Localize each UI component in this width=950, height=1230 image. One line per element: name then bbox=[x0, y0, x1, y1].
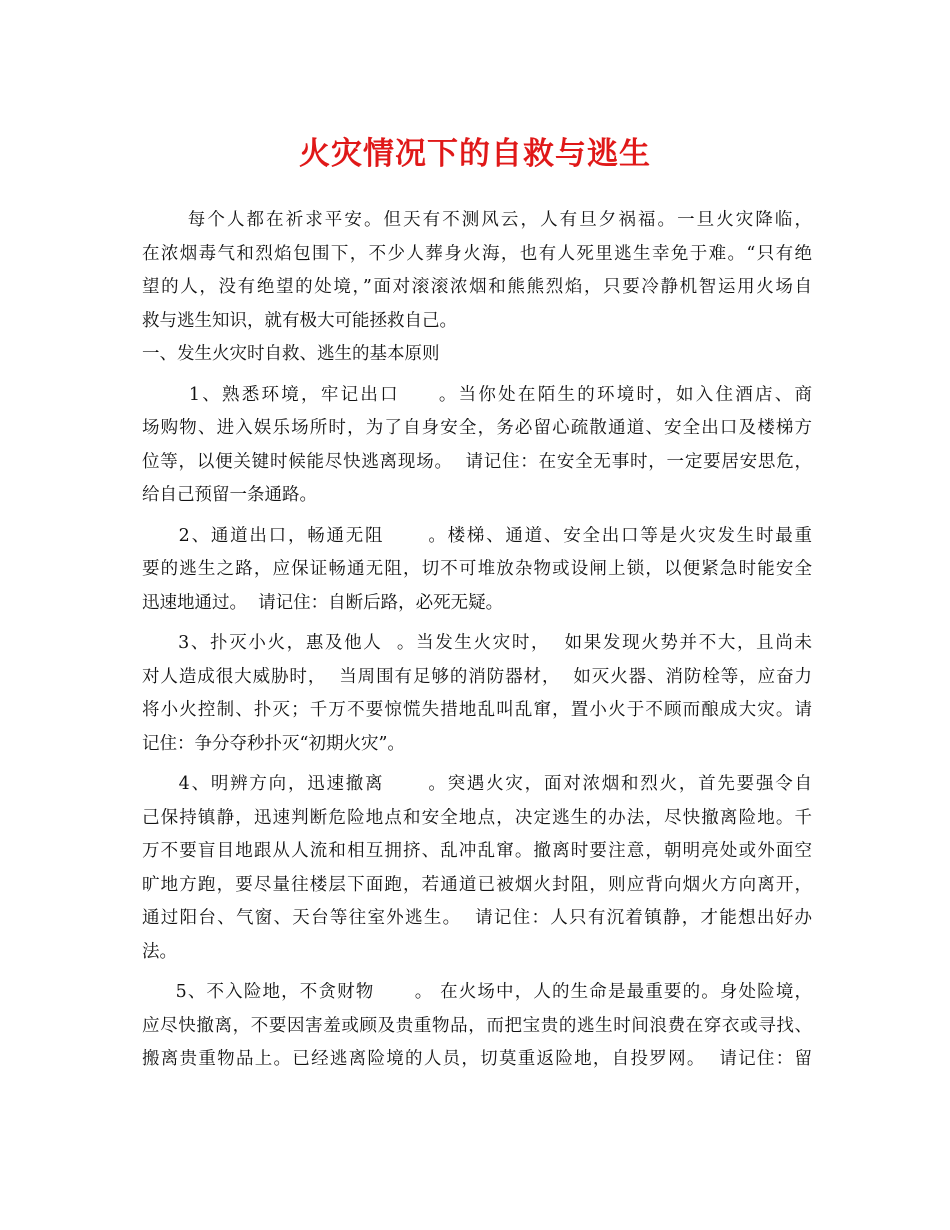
principle-paragraph-4 bbox=[142, 768, 812, 969]
text-line: 万不要盲目地跟从人流和相互拥挤、乱冲乱窜。撤离时要注意，朝明亮处或外面空 bbox=[142, 841, 812, 861]
text-line: 2、通道出口，畅通无阻 。楼梯、通道、安全出口等是火灾发生时最重 bbox=[142, 525, 812, 546]
text-line: 应尽快撤离，不要因害羞或顾及贵重物品，而把宝贵的逃生时间浪费在穿衣或寻找、 bbox=[142, 1015, 812, 1036]
text-line: 旷地方跑，要尽量往楼层下面跑，若通道已被烟火封阻，则应背向烟火方向离开， bbox=[142, 874, 812, 895]
text-line: 在浓烟毒气和烈焰包围下，不少人葬身火海，也有人死里逃生幸免于难。“只有绝 bbox=[142, 243, 812, 264]
text-line: 4、明辨方向，迅速撤离 。突遇火灾，面对浓烟和烈火，首先要强令自 bbox=[142, 774, 812, 794]
document-title: 火灾情况下的自救与逃生 bbox=[299, 136, 651, 172]
text-line: 将小火控制、扑灭；千万不要惊慌失措地乱叫乱窜，置小火于不顾而酿成大灾。请 bbox=[142, 700, 812, 720]
text-line: 每个人都在祈求平安。但天有不测风云，人有旦夕祸福。一旦火灾降临， bbox=[142, 210, 812, 230]
text-line: 望的人，没有绝望的处境，”面对滚滚浓烟和熊熊烈焰，只要冷静机智运用火场自 bbox=[142, 277, 812, 297]
intro-paragraph bbox=[142, 204, 812, 338]
principle-paragraph-1 bbox=[142, 379, 812, 513]
text-line: 法。 bbox=[142, 941, 177, 962]
text-line: 3、扑灭小火，惠及他人 。当发生火灾时， 如果发现火势并不大，且尚未 bbox=[142, 633, 812, 653]
text-line: 1、熟悉环境，牢记出口 。当你处在陌生的环境时，如入住酒店、商 bbox=[142, 384, 812, 405]
principle-paragraph-3 bbox=[142, 627, 812, 761]
principle-paragraph-2 bbox=[142, 520, 812, 621]
text-line: 场购物、进入娱乐场所时，为了自身安全，务必留心疏散通道、安全出口及楼梯方 bbox=[142, 418, 812, 438]
text-line: 记住：争分夺秒扑灭“初期火灾”。 bbox=[142, 733, 405, 754]
section-heading: 一、发生火灾时自救、逃生的基本原则 bbox=[142, 344, 440, 364]
principle-paragraph-5 bbox=[142, 976, 812, 1077]
text-line: 5、不入险地，不贪财物 。 在火场中，人的生命是最重要的。身处险境， bbox=[142, 982, 812, 1002]
text-line: 给自己预留一条通路。 bbox=[142, 485, 317, 505]
text-line: 救与逃生知识，就有极大可能拯救自己。 bbox=[142, 310, 457, 331]
text-line: 对人造成很大威胁时， 当周围有足够的消防器材， 如灭火器、消防栓等，应奋力 bbox=[142, 666, 812, 687]
text-line: 己保持镇静，迅速判断危险地点和安全地点，决定逃生的办法，尽快撤离险地。千 bbox=[142, 807, 812, 828]
document-body bbox=[142, 204, 812, 1077]
text-line: 搬离贵重物品上。已经逃离险境的人员，切莫重返险地，自投罗网。 请记住：留 bbox=[142, 1049, 812, 1069]
text-line: 要的逃生之路，应保证畅通无阻，切不可堆放杂物或设闸上锁，以便紧急时能安全 bbox=[142, 559, 812, 579]
text-line: 位等，以便关键时候能尽快逃离现场。 请记住：在安全无事时，一定要居安思危， bbox=[142, 451, 812, 472]
text-line: 通过阳台、气窗、天台等往室外逃生。 请记住：人只有沉着镇静，才能想出好办 bbox=[142, 908, 812, 928]
text-line: 迅速地通过。 请记住：自断后路，必死无疑。 bbox=[142, 592, 504, 613]
